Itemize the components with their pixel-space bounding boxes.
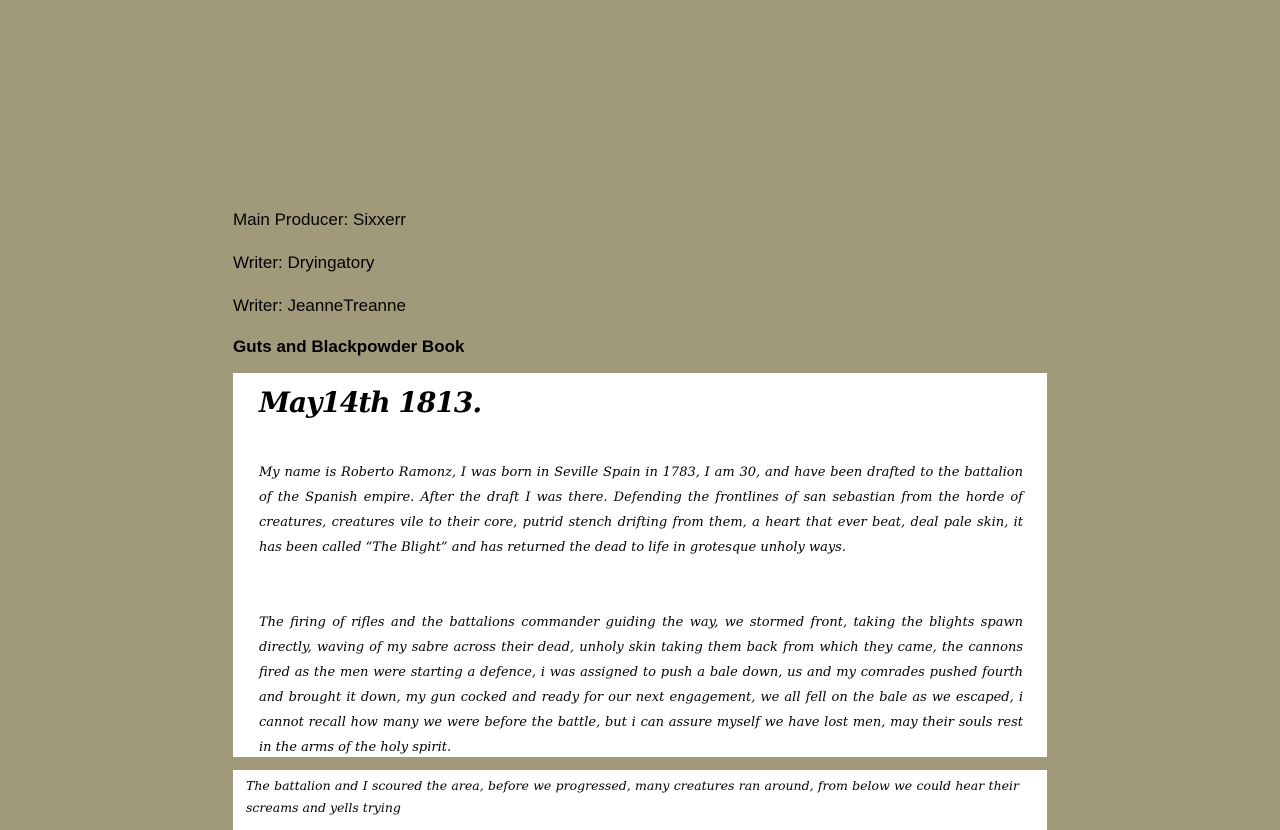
next-entry-paragraph: The battalion and I scoured the area, before we progressed, many creatures ran around, from below we could hear their screams and yells trying xyxy=(246,778,1019,815)
entry-paragraph-2: The firing of rifles and the battalions commander guiding the way, we stormed front, taking the blights spawn directly, waving of my sabre across their dead, unholy skin taking them back from which they came, the cannons fired as the men were starting a defence, i was assigned to push a bale down, us and my comrades pushed fourth and brought it down, my gun cocked and ready for our next engagement, we all fell on the bale as we escaped, i cannot recall how many we were before the battle, but i can assure myself we have lost men, may their souls rest in the arms of the holy spirit. xyxy=(259,615,1023,755)
entry-date-heading: May14th 1813. xyxy=(259,386,482,419)
main-producer-credit: Main Producer: Sixxerr xyxy=(233,210,406,229)
book-title: Guts and Blackpowder Book xyxy=(233,337,465,356)
writer-credit-2: Writer: JeanneTreanne xyxy=(233,296,406,315)
book-page xyxy=(233,373,1047,757)
entry-paragraph-1: My name is Roberto Ramonz, I was born in Seville Spain in 1783, I am 30, and have been drafted to the battalion of the Spanish empire. After the draft I was there. Defending the frontlines of san sebastian from the horde of creatures, creatures vile to their core, putrid stench drifting from them, a heart that ever beat, deal pale skin, it has been called “The Blight” and has returned the dead to life in grotesque unholy ways. xyxy=(259,465,1023,555)
credits-section xyxy=(233,209,1047,316)
writer-credit-1: Writer: Dryingatory xyxy=(233,253,375,272)
book-page-next xyxy=(233,770,1047,830)
